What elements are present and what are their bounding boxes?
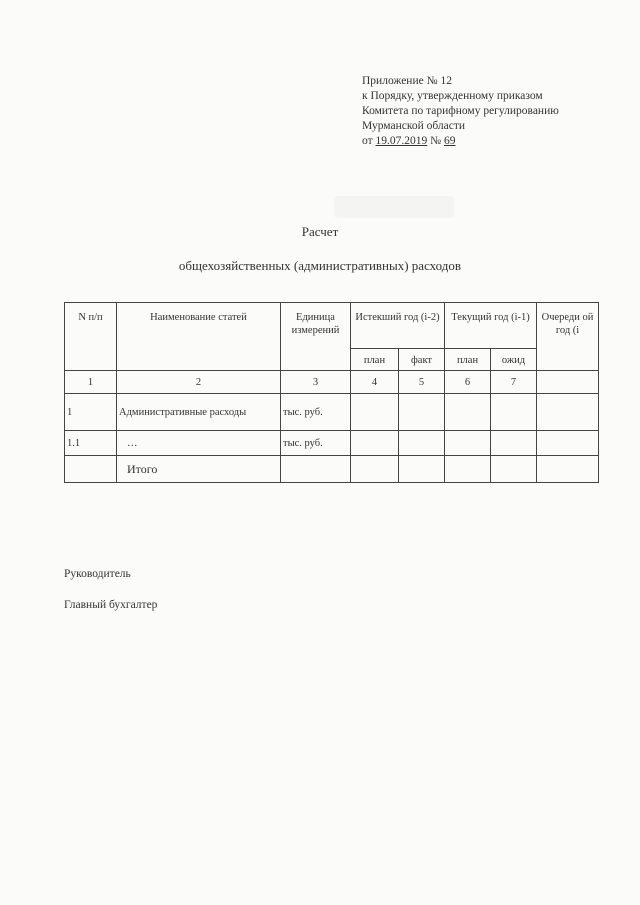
row-name: Административные расходы [117, 394, 281, 431]
appendix-line-1: Приложение № 12 [362, 75, 452, 87]
subheader-fact: факт [399, 349, 445, 371]
subheader-plan-current: план [445, 349, 491, 371]
order-date: 19.07.2019 [375, 135, 428, 147]
signature-accountant: Главный бухгалтер [64, 599, 158, 611]
subheader-plan-past: план [351, 349, 399, 371]
appendix-note [362, 74, 559, 149]
appendix-line-4: Мурманской области [362, 120, 466, 132]
expenses-table [64, 302, 599, 483]
index-cell-empty [537, 371, 599, 394]
header-past-year: Истекший год (i-2) [351, 303, 445, 349]
index-cell: 6 [445, 371, 491, 394]
header-next-year: Очереди ой год (i [537, 303, 599, 371]
index-cell: 5 [399, 371, 445, 394]
header-row [65, 303, 599, 349]
number-prefix: № [427, 135, 444, 147]
appendix-line-2: к Порядку, утвержденному приказом [362, 90, 543, 102]
value-cell [281, 456, 351, 483]
value-cell [399, 394, 445, 431]
table-row [65, 394, 599, 431]
row-num: 1 [65, 394, 117, 431]
total-num-empty [65, 456, 117, 483]
header-current-year: Текущий год (i-1) [445, 303, 537, 349]
index-cell: 2 [117, 371, 281, 394]
total-row [65, 456, 599, 483]
value-cell [399, 456, 445, 483]
value-cell [537, 394, 599, 431]
table-row [65, 431, 599, 456]
value-cell [491, 394, 537, 431]
signature-head: Руководитель [64, 568, 131, 580]
document-title: Расчет [301, 224, 339, 239]
header-name: Наименование статей [117, 303, 281, 371]
value-cell [537, 431, 599, 456]
value-cell [445, 431, 491, 456]
appendix-line-3: Комитета по тарифному регулированию [362, 105, 559, 117]
index-cell: 1 [65, 371, 117, 394]
value-cell [491, 431, 537, 456]
row-num: 1.1 [65, 431, 117, 456]
document-subtitle: общехозяйственных (административных) расходов [178, 258, 462, 273]
value-cell [491, 456, 537, 483]
index-cell: 7 [491, 371, 537, 394]
value-cell [351, 456, 399, 483]
value-cell [351, 431, 399, 456]
value-cell [445, 456, 491, 483]
index-row [65, 371, 599, 394]
header-num: N п/п [65, 303, 117, 371]
row-unit: тыс. руб. [281, 431, 351, 456]
index-cell: 4 [351, 371, 399, 394]
row-unit: тыс. руб. [281, 394, 351, 431]
date-prefix: от [362, 135, 376, 147]
header-unit: Единица измерений [281, 303, 351, 371]
value-cell [399, 431, 445, 456]
appendix-date-line [362, 134, 559, 149]
value-cell [445, 394, 491, 431]
index-cell: 3 [281, 371, 351, 394]
faint-watermark [334, 196, 454, 218]
total-label: Итого [117, 456, 281, 483]
subheader-expected: ожид [491, 349, 537, 371]
order-number: 69 [443, 135, 456, 147]
row-name: … [117, 431, 281, 456]
value-cell [351, 394, 399, 431]
value-cell [537, 456, 599, 483]
